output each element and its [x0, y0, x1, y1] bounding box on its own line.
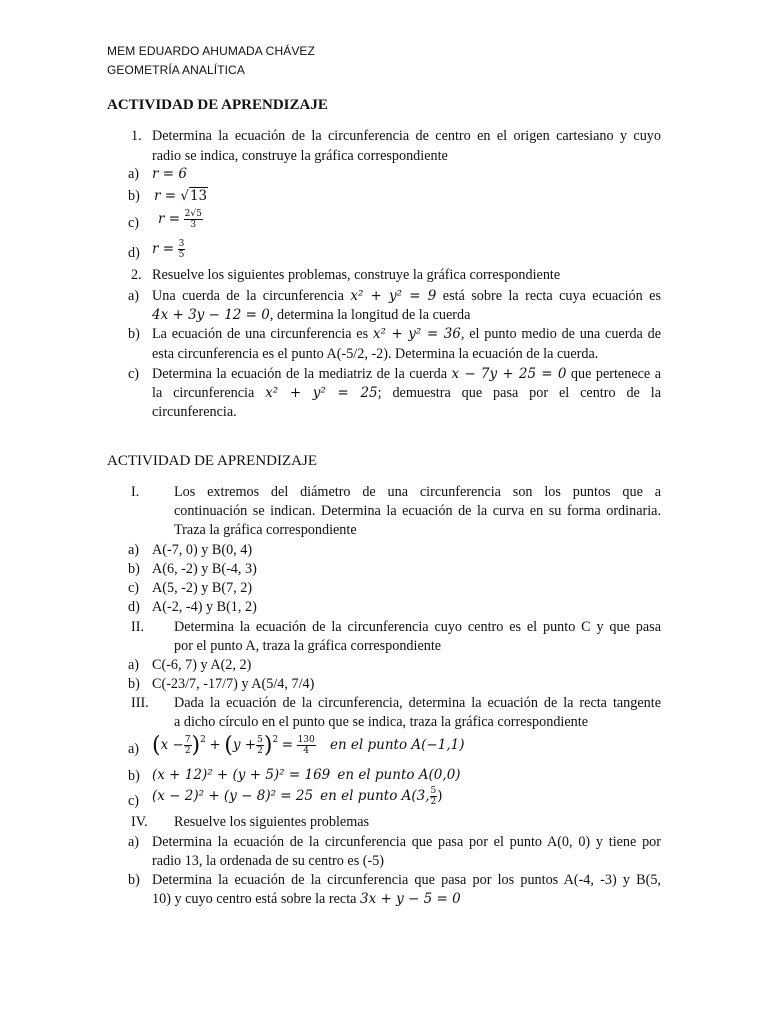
IV-b-line2: 10) y cuyo centro está sobre la recta 3x + y − 5 = 0 [152, 891, 461, 907]
subject-name: GEOMETRÍA ANALÍTICA [107, 63, 245, 77]
q1-a-math: r = 6 [152, 166, 187, 182]
I-d-text: A(-2, -4) y B(1, 2) [152, 599, 257, 615]
I-line3: Traza la gráfica correspondiente [174, 522, 357, 538]
IV-a-label: a) [128, 834, 140, 850]
IV-a-line1: Determina la ecuación de la circunferencia que pasa por el punto A(0, 0) y tiene por [152, 834, 661, 850]
II-line1: Determina la ecuación de la circunferencia cuyo centro es el punto C y que pasa [174, 619, 661, 635]
I-a-text: A(-7, 0) y B(0, 4) [152, 542, 253, 558]
I-b-label: b) [128, 561, 140, 577]
IV-b-line1: Determina la ecuación de la circunferencia que pasa por los puntos A(-4, -3) y B(5, [152, 872, 661, 888]
I-line2: continuación se indican. Determina la ecuación de la curva en su forma ordinaria. [174, 503, 661, 519]
III-a-math: (x − $\frac{7}{2}$ )$^2$ + (y + $\frac{5}{2}$ )$^2$ = $\frac{130}{4}$ en el punto A(−1,1) [152, 733, 465, 759]
q1-d-label: d) [128, 245, 140, 261]
section2-title: ACTIVIDAD DE APRENDIZAJE [107, 453, 317, 469]
q1-c-label: c) [128, 215, 140, 231]
II-a-label: a) [128, 657, 140, 673]
I-d-label: d) [128, 599, 140, 615]
IV-text: Resuelve los siguientes problemas [174, 814, 370, 830]
q1-line1: Determina la ecuación de la circunferencia de centro en el origen cartesiano y cuyo [152, 128, 661, 144]
q2-text: Resuelve los siguientes problemas, construye la gráfica correspondiente [152, 267, 561, 283]
q1-b-label: b) [128, 188, 140, 204]
q2-c-line3: circunferencia. [152, 404, 237, 420]
section1-title: ACTIVIDAD DE APRENDIZAJE [107, 97, 328, 113]
IV-a-line2: radio 13, la ordenada de su centro es (-5) [152, 853, 385, 869]
I-b-text: A(6, -2) y B(-4, 3) [152, 561, 257, 577]
q2-b-label: b) [128, 326, 140, 342]
q2-b-line2: esta circunferencia es el punto A(-5/2, -2). Determina la ecuación de la cuerda. [152, 346, 599, 362]
q2-a-label: a) [128, 288, 140, 304]
q1-d-math: r = $\frac{3}{5}$ [152, 239, 185, 260]
II-line2: por el punto A, traza la gráfica correspondiente [174, 638, 442, 654]
II-a-text: C(-6, 7) y A(2, 2) [152, 657, 252, 673]
III-a-label: a) [128, 741, 140, 757]
II-b-text: C(-23/7, -17/7) y A(5/4, 7/4) [152, 676, 315, 692]
III-c-math: (x − 2)² + (y − 8)² = 25 en el punto A(3, $\frac{5}{2}$ ) [152, 786, 443, 807]
q1-line2: radio se indica, construye la gráfica correspondiente [152, 148, 448, 164]
q1-a-label: a) [128, 166, 140, 182]
II-number: II. [131, 619, 144, 635]
I-c-text: A(5, -2) y B(7, 2) [152, 580, 253, 596]
II-b-label: b) [128, 676, 140, 692]
III-c-label: c) [128, 793, 140, 809]
q1-b-math: r = √13 [154, 188, 208, 204]
IV-b-label: b) [128, 872, 140, 888]
q2-c-label: c) [128, 366, 140, 382]
III-line1: Dada la ecuación de la circunferencia, determina la ecuación de la recta tangente [174, 695, 661, 711]
q2-a-line1: Una cuerda de la circunferencia x² + y² = 9 está sobre la recta cuya ecuación es [152, 288, 661, 304]
I-c-label: c) [128, 580, 140, 596]
q2-number: 2. [131, 267, 142, 283]
author-name: MEM EDUARDO AHUMADA CHÁVEZ [107, 44, 315, 58]
I-number: I. [131, 484, 140, 500]
III-b-math: (x + 12)² + (y + 5)² = 169 en el punto A(0,0) [152, 767, 461, 783]
I-a-label: a) [128, 542, 140, 558]
q1-c-math: r = $\frac{2√5}{3}$ [158, 209, 202, 230]
IV-number: IV. [131, 814, 148, 830]
q2-b-line1: La ecuación de una circunferencia es x² + y² = 36, el punto medio de una cuerda de [152, 326, 662, 342]
III-line2: a dicho círculo en el punto que se indica, traza la gráfica correspondiente [174, 714, 589, 730]
q1-number: 1. [131, 128, 142, 144]
I-line1: Los extremos del diámetro de una circunferencia son los puntos que a [174, 484, 661, 500]
q2-a-line2: 4x + 3y − 12 = 0, determina la longitud de la cuerda [152, 307, 471, 323]
III-number: III. [131, 695, 149, 711]
q2-c-line1: Determina la ecuación de la mediatriz de la cuerda x − 7y + 25 = 0 que pertenece a [152, 366, 661, 382]
q2-c-line2: la circunferencia x² + y² = 25; demuestra que pasa por el centro de la [152, 385, 661, 401]
III-b-label: b) [128, 768, 140, 784]
